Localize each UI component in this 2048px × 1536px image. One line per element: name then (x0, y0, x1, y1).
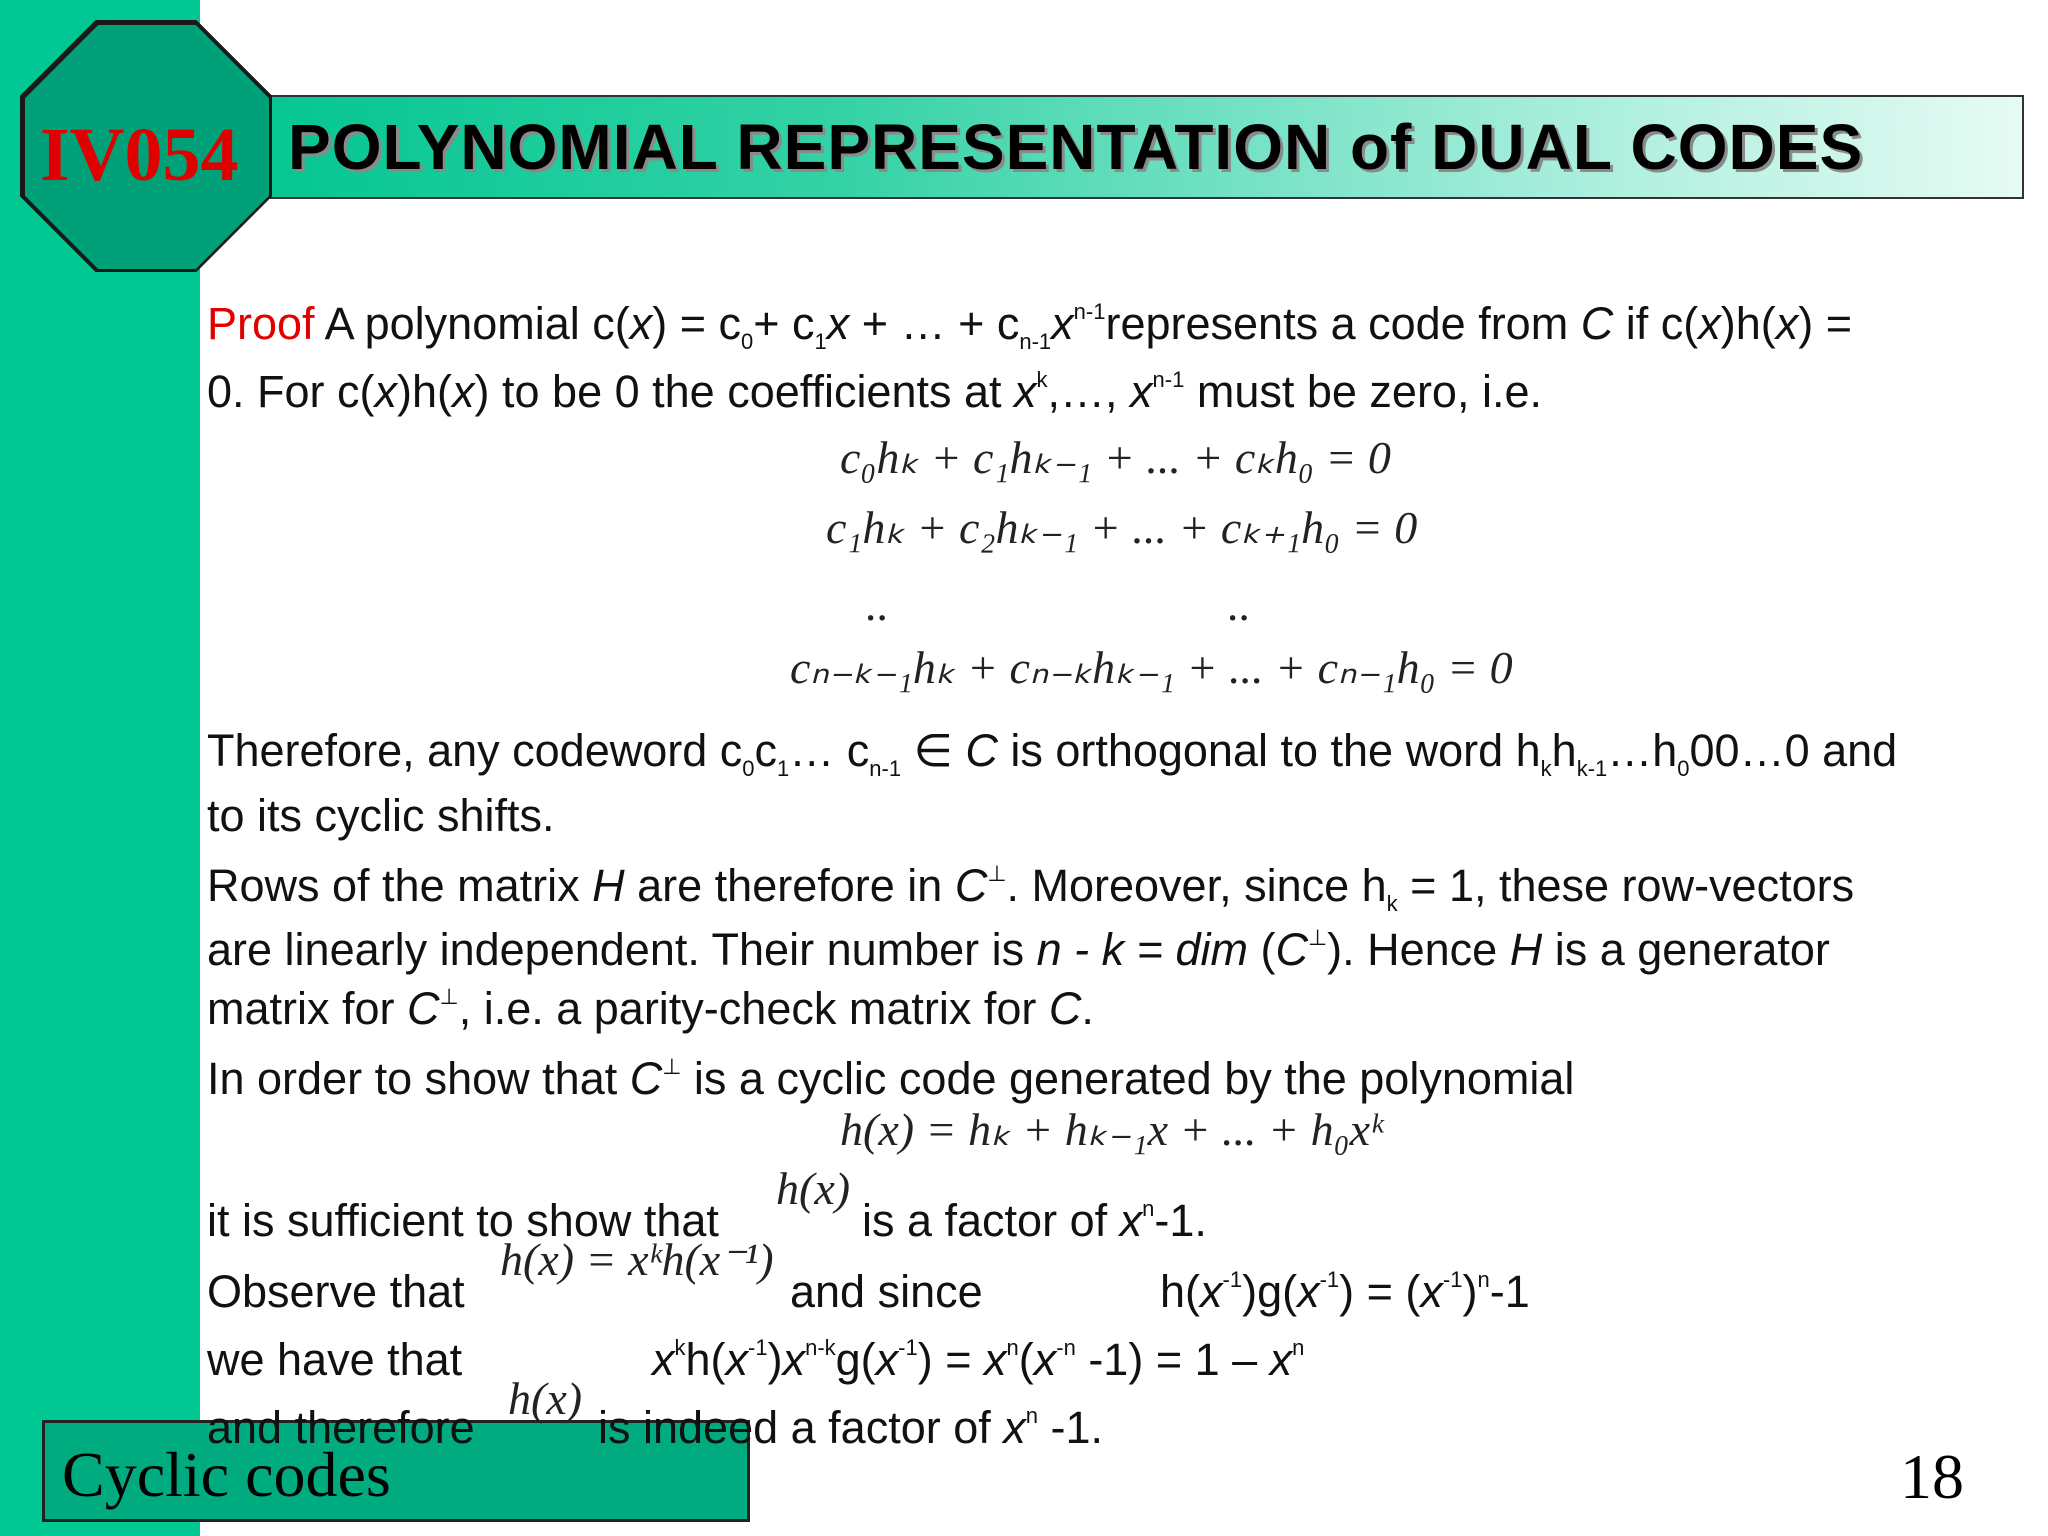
equation-h-bar-definition: h(x) = hₖ + hₖ₋₁x + ... + h₀xᵏ (840, 1104, 1383, 1155)
equation-1: c₀hₖ + c₁hₖ₋₁ + ... + cₖh₀ = 0 (840, 432, 1391, 483)
equation-2: c₁hₖ + c₂hₖ₋₁ + ... + cₖ₊₁h₀ = 0 (826, 502, 1418, 553)
text-line-8: In order to show that C⊥ is a cyclic code generated by the polynomial (207, 1053, 1575, 1104)
slide-title: POLYNOMIAL REPRESENTATION of DUAL CODES (288, 111, 1864, 183)
proof-line-2: 0. For c(x)h(x) to be 0 the coefficients at $x^k,\dots$, $x^{n-1}$ must be zero, i.e. (207, 366, 1542, 417)
text-line-9: it is sufficient to show that (207, 1195, 719, 1246)
text-line-4: to its cyclic shifts. (207, 790, 555, 841)
text-line-6: are linearly independent. Their number is n - k = dim (C⊥). Hence H is a generator (207, 924, 1830, 975)
text-line-9b: is a factor of $x^n-1$. (862, 1195, 1207, 1246)
page-number: 18 (1900, 1441, 1964, 1512)
equation-dots-left: .. (866, 579, 889, 630)
proof-line-1: Proof A polynomial $c(x) = c_0+ c_1x$ + … + $c_{n-1}x^{n-1}represents$ a code from C if c(x)h(x) = (207, 298, 1852, 354)
text-line-12: and therefore (207, 1402, 475, 1453)
text-line-10: Observe that (207, 1266, 465, 1317)
footer-label: Cyclic codes (62, 1439, 391, 1510)
equation-dots-right: .. (1228, 579, 1251, 630)
text-line-5: Rows of the matrix H are therefore in C⊥. Moreover, since $h_k = 1$, these row-vectors (207, 860, 1855, 916)
text-line-11b: $x^kh(x^{-1})x^{n-k}g(x^{-1}) = x^n(x^{-n}$ $-1) = 1 - x^n$ (652, 1334, 1305, 1385)
text-line-7: matrix for C⊥, i.e. a parity-check matrix for C. (207, 983, 1094, 1034)
equation-h-bar-relation: h(x) = xᵏh(x⁻¹) (500, 1234, 774, 1285)
proof-label: Proof (207, 298, 315, 349)
equation-h-bar-1: h(x) (776, 1163, 851, 1214)
text-line-3: Therefore, any codeword $c_0c_1\dots$ $c_{n-1}$ ∈ C is orthogonal to the word $h_kh_{k-1}\dots h_000\dots 0$ and (207, 725, 1898, 781)
text-line-12b: is indeed a factor of $x^n$ -1. (598, 1402, 1104, 1453)
equation-h-bar-2: h(x) (508, 1373, 583, 1424)
text-line-10c: $h(x^{-1})g(x^{-1}) = (x^{-1})^n-1$ (1160, 1266, 1530, 1317)
equation-3: cₙ₋ₖ₋₁hₖ + cₙ₋ₖhₖ₋₁ + ... + cₙ₋₁h₀ = 0 (790, 642, 1513, 693)
text-line-10b: and since (790, 1266, 983, 1317)
course-code: IV054 (40, 113, 239, 197)
text-line-11: we have that (207, 1334, 463, 1385)
